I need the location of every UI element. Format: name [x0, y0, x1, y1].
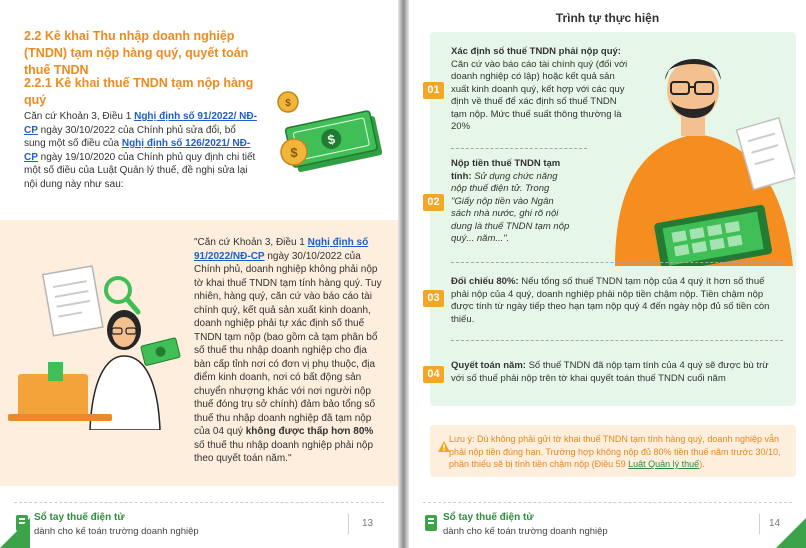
corner-ribbon [0, 518, 30, 548]
quote-text-1: "Căn cứ Khoản 3, Điều 1 [194, 237, 308, 248]
note-text [449, 433, 784, 471]
note-body: Lưu ý: Dù không phải gửi tờ khai thuế TNDN tạm tính hàng quý, doanh nghiệp vẫn phải nộp tiền đúng hạn. Trường hợp không nộp đủ 80% tiền thuế năm trước 30/10, phần thiếu sẽ bị tính tiền chậm nộp (Điều 59 [449, 434, 781, 469]
subsection-heading: 2.2.1 Kê khai thuế TNDN tạm nộp hàng quý [24, 76, 254, 107]
decree-126-link[interactable]: Nghị định số 126/2021/ NĐ-CP [24, 138, 251, 163]
step-03-label: Đối chiếu 80%: [451, 276, 519, 287]
step-01 [451, 46, 631, 134]
step-01-label: Xác định số thuế TNDN phải nộp quý: [451, 46, 621, 57]
step-04-text: Số thuế TNDN đã nộp tạm tính của 4 quý sẽ được bù trừ với số thuế phải nộp trên tờ khai quyết toán thuế TNDN cuối năm [451, 360, 769, 384]
page-title: Trình tự thực hiện [555, 11, 660, 25]
footer-subtitle: dành cho kế toán trường doanh nghiệp [34, 526, 199, 537]
footer [409, 502, 806, 548]
svg-text:$: $ [285, 98, 291, 109]
footer [0, 502, 398, 548]
money-stack-icon [276, 82, 396, 182]
svg-text:$: $ [290, 145, 298, 160]
step-divider [451, 148, 587, 149]
footer-title: Sổ tay thuế điện tử [443, 512, 534, 523]
step-divider [451, 262, 783, 263]
coin-icon [281, 139, 307, 165]
quote-decree-link[interactable]: Nghị định số 91/2022/NĐ-CP [194, 237, 369, 262]
woman-laptop-illustration [8, 262, 194, 430]
intro-text-3: ngày 19/10/2020 của Chính phủ quy định chi tiết một số điều của Luật Quản lý thuế, đề nghị sửa lại nội dung này như sau: [24, 151, 256, 190]
decree-91-link[interactable]: Nghị định số 91/2022/ NĐ-CP [24, 111, 257, 136]
page-number: 14 [769, 518, 781, 529]
step-number-02: 02 [423, 194, 444, 211]
page-13 [0, 0, 398, 548]
book-icon [425, 515, 437, 531]
step-divider [451, 340, 783, 341]
step-02-label: Nộp tiền thuế TNDN tạm tính: [451, 158, 561, 182]
footer-subtitle: dành cho kế toán trường doanh nghiệp [443, 526, 608, 537]
step-number-04: 04 [423, 366, 444, 383]
book-spine [398, 0, 409, 548]
magnifier-icon [106, 278, 138, 312]
step-04 [451, 360, 781, 385]
step-03 [451, 276, 783, 326]
step-04-label: Quyết toán năm: [451, 360, 526, 371]
intro-paragraph [24, 110, 260, 191]
step-02 [451, 158, 573, 246]
intro-text-2: ngày 30/10/2022 của Chính phủ sửa đổi, bổ sung một số điều của [24, 124, 236, 149]
tax-law-link[interactable]: Luật Quản lý thuế [628, 459, 700, 469]
quote-text-2: ngày 30/10/2022 của Chính phủ, doanh nghiệp không phải nộp tờ khai thuế TNDN tạm tính hàng quý. Tuy nhiên, hàng quý, căn cứ vào báo cáo tài chính quý, kết quả sản xuất kinh doanh, doanh nghiệp phải tự xác định số thuế TNDN tạm nộp (bao gồm cả tạm phân bổ số thuế thu nhập doanh nghiệp cho địa bàn cấp tỉnh nơi có đơn vị phụ thuộc, địa điểm kinh doanh, nơi có bất động sản chuyển nhượng khác với nơi người nộp thuế đóng trụ sở chính) đảm bảo tổng số thuế thu nhập doanh nghiệp đã tạm nộp của 04 quý [194, 250, 382, 437]
section-heading: 2.2 Kê khai Thu nhập doanh nghiệp (TNDN) tạm nộp hàng quý, quyết toán thuế TNDN [24, 29, 249, 77]
svg-text:$: $ [326, 131, 337, 148]
page-number: 13 [362, 518, 374, 529]
step-03-text: Nếu tổng số thuế TNDN tạm nộp của 4 quý ít hơn số thuế phải nộp của 4 quý, doanh nghiệp phải nộp tiền chậm nộp. Tiền chậm nộp được tính từ ngày tiếp theo hạn tạm nộp quý 4 đến ngày nộp đủ số tiền còn thiếu. [451, 276, 770, 325]
footer-title: Sổ tay thuế điện tử [34, 512, 125, 523]
note-end: ). [699, 459, 705, 469]
intro-text-1: Căn cứ Khoản 3, Điều 1 [24, 111, 135, 122]
step-number-03: 03 [423, 290, 444, 307]
step-number-01: 01 [423, 82, 444, 99]
quote-paragraph [194, 236, 384, 466]
quote-text-3: số thuế thu nhập doanh nghiệp phải nộp theo quyết toán năm." [194, 439, 374, 464]
step-02-text: Sử dụng chức năng nộp thuế điện tử. Trong "Giấy nộp tiền vào Ngân sách nhà nước, ghi rõ nội dung là thuế TNDN tạm nộp quý... năm...". [451, 170, 570, 244]
corner-ribbon [776, 518, 806, 548]
page-14 [409, 0, 806, 548]
quote-emphasis: không được thấp hơn 80% [245, 426, 374, 437]
step-01-text: Căn cứ vào báo cáo tài chính quý (đối với doanh nghiệp có lập) hoặc kết quả sản xuất kinh doanh quý, kết hợp với các quy định về thuế để xác định số thuế TNDN tạm nộp. Mức thuế suất thông thường là 20% [451, 58, 628, 132]
